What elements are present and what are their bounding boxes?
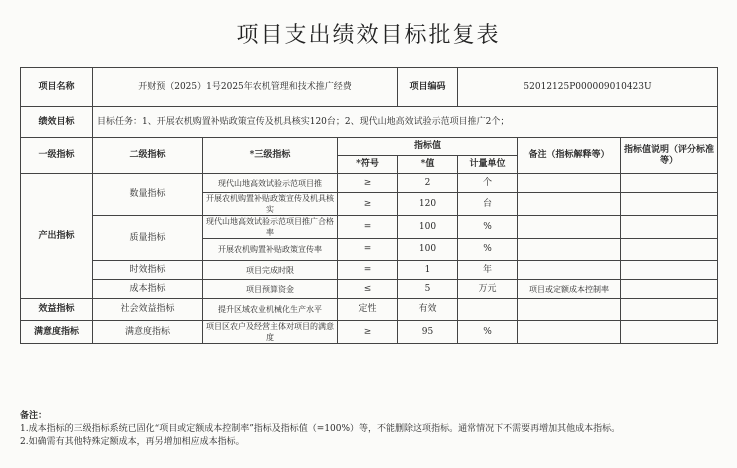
desc-cell — [621, 299, 718, 321]
symbol-cell: ≥ — [338, 193, 398, 216]
unit-cell: % — [458, 321, 518, 344]
notes — [20, 410, 720, 449]
unit-cell: 万元 — [458, 280, 518, 299]
table-row — [21, 299, 718, 321]
remark-cell — [518, 174, 621, 193]
level2-cell: 成本指标 — [93, 280, 203, 299]
unit-cell: 个 — [458, 174, 518, 193]
desc-cell — [621, 261, 718, 280]
remark-cell — [518, 193, 621, 216]
remark-cell — [518, 321, 621, 344]
level3-cell: 开展农机购置补贴政策宣传率 — [203, 239, 338, 261]
col-level3: *三级指标 — [203, 138, 338, 174]
table-row — [21, 174, 718, 193]
symbol-cell: = — [338, 261, 398, 280]
value-cell: 5 — [398, 280, 458, 299]
value-cell: 120 — [398, 193, 458, 216]
project-name-value: 开财预（2025）1号2025年农机管理和技术推广经费 — [93, 68, 398, 107]
symbol-cell: 定性 — [338, 299, 398, 321]
desc-cell — [621, 239, 718, 261]
col-symbol: *符号 — [338, 156, 398, 174]
project-name-label: 项目名称 — [21, 68, 93, 107]
desc-cell — [621, 280, 718, 299]
level2-cell: 质量指标 — [93, 216, 203, 261]
symbol-cell: ≥ — [338, 321, 398, 344]
level2-cell: 社会效益指标 — [93, 299, 203, 321]
level3-cell: 项目区农户及经营主体对项目的满意度 — [203, 321, 338, 344]
desc-cell — [621, 216, 718, 239]
unit-cell: % — [458, 216, 518, 239]
symbol-cell: ≤ — [338, 280, 398, 299]
project-code-label: 项目编码 — [398, 68, 458, 107]
value-cell: 2 — [398, 174, 458, 193]
notes-title: 备注： — [20, 411, 48, 421]
col-level2: 二级指标 — [93, 138, 203, 174]
symbol-cell: = — [338, 216, 398, 239]
remark-cell: 项目或定额成本控制率 — [518, 280, 621, 299]
symbol-cell: ≥ — [338, 174, 398, 193]
col-remark: 备注（指标解释等） — [518, 138, 621, 174]
level3-cell: 项目完成时限 — [203, 261, 338, 280]
level3-cell: 项目预算资金 — [203, 280, 338, 299]
remark-cell — [518, 261, 621, 280]
table-row — [21, 321, 718, 344]
level2-cell: 满意度指标 — [93, 321, 203, 344]
value-cell: 95 — [398, 321, 458, 344]
desc-cell — [621, 193, 718, 216]
goal-label: 绩效目标 — [21, 107, 93, 138]
performance-table — [20, 67, 718, 344]
level3-cell: 现代山地高效试验示范项目推 — [203, 174, 338, 193]
unit-cell: % — [458, 239, 518, 261]
group-output: 产出指标 — [21, 174, 93, 299]
header-row — [21, 138, 718, 156]
desc-cell — [621, 321, 718, 344]
level3-cell: 提升区域农业机械化生产水平 — [203, 299, 338, 321]
unit-cell: 台 — [458, 193, 518, 216]
level2-cell: 数量指标 — [93, 174, 203, 216]
value-cell: 1 — [398, 261, 458, 280]
col-value: *值 — [398, 156, 458, 174]
col-unit: 计量单位 — [458, 156, 518, 174]
value-cell: 有效 — [398, 299, 458, 321]
col-level1: 一级指标 — [21, 138, 93, 174]
level2-cell: 时效指标 — [93, 261, 203, 280]
group-benefit: 效益指标 — [21, 299, 93, 321]
symbol-cell: = — [338, 239, 398, 261]
table-row — [21, 280, 718, 299]
unit-cell — [458, 299, 518, 321]
goal-text: 目标任务：1、开展农机购置补贴政策宣传及机具核实120台；2、现代山地高效试验示范项目推广2个； — [93, 107, 718, 138]
level3-cell: 现代山地高效试验示范项目推广合格率 — [203, 216, 338, 239]
project-info-row — [21, 68, 718, 107]
goal-row — [21, 107, 718, 138]
table-row — [21, 216, 718, 239]
table-row — [21, 261, 718, 280]
unit-cell: 年 — [458, 261, 518, 280]
desc-cell — [621, 174, 718, 193]
project-code-value: 52012125P000009010423U — [458, 68, 718, 107]
level3-cell: 开展农机购置补贴政策宣传及机具核实 — [203, 193, 338, 216]
remark-cell — [518, 299, 621, 321]
remark-cell — [518, 216, 621, 239]
notes-line-2: 2.如确需有其他特殊定额成本，再另增加相应成本指标。 — [20, 437, 245, 447]
page-title: 项目支出绩效目标批复表 — [236, 23, 501, 48]
value-cell: 100 — [398, 216, 458, 239]
remark-cell — [518, 239, 621, 261]
group-satisfaction: 满意度指标 — [21, 321, 93, 344]
col-desc: 指标值说明（评分标准等） — [621, 138, 718, 174]
col-value-group: 指标值 — [338, 138, 518, 156]
value-cell: 100 — [398, 239, 458, 261]
notes-line-1: 1.成本指标的三级指标系统已固化“项目或定额成本控制率”指标及指标值（=100%）等，不能删除这项指标。通常情况下不需要再增加其他成本指标。 — [20, 424, 621, 434]
